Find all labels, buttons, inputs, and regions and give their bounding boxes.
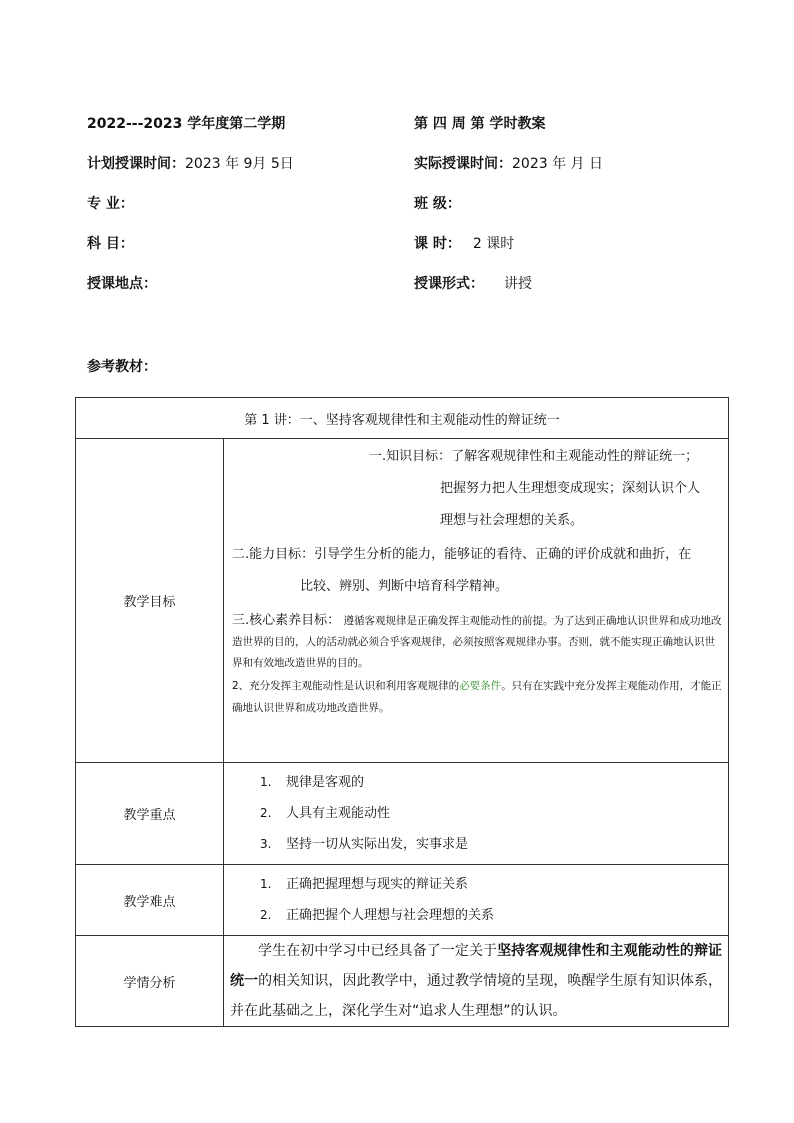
- difficulties-list: [224, 865, 728, 935]
- knowledge-goal-line-2: 把握努力把人生理想变成现实；深刻认识个人: [440, 481, 701, 496]
- list-item-text: 坚持一切从实际出发，实事求是: [286, 837, 469, 852]
- header-row-term: [0, 113, 794, 139]
- key-points-label: 教学重点: [76, 763, 224, 865]
- list-item-number: 1.: [260, 775, 272, 789]
- header-row-major: [0, 193, 794, 219]
- major-label: 专 业：: [87, 196, 134, 212]
- actual-time-value: 2023 年 月 日: [512, 156, 603, 172]
- list-item-number: 1.: [260, 877, 272, 891]
- subject-label: 科 目：: [87, 236, 134, 252]
- list-item: [224, 869, 728, 900]
- lecture-title: 第 1 讲：一、坚持客观规律性和主观能动性的辩证统一: [76, 398, 729, 439]
- key-points-cell: [224, 763, 729, 865]
- analysis-cell: [224, 936, 729, 1027]
- point2-text-a: 2、充分发挥主观能动性是认识和利用客观规律的: [232, 680, 460, 692]
- list-item: [224, 900, 728, 931]
- knowledge-goal-line-1: 一.知识目标：了解客观规律性和主观能动性的辩证统一；: [369, 449, 699, 464]
- list-item: [224, 798, 728, 829]
- key-points-list: [224, 763, 728, 864]
- form-label: 授课形式：: [414, 276, 484, 292]
- core-goal-text: 遵循客观规律是正确发挥主观能动性的前提。为了达到正确地认识世界和成功地改造世界的目的，人的活动就必须合乎客观规律，必须按照客观规律办事。否则，就不能实现正确地认识世界和有效地改造世界的目的。: [232, 615, 722, 669]
- core-goal-point-2: [232, 675, 724, 719]
- list-item-text: 人具有主观能动性: [286, 806, 391, 821]
- list-item-text: 规律是客观的: [286, 775, 365, 790]
- list-item: [224, 767, 728, 798]
- difficulties-label: 教学难点: [76, 865, 224, 936]
- analysis-text-a: 学生在初中学习中已经具备了一定关于: [258, 943, 498, 959]
- term-text: 2022---2023 学年度第二学期: [87, 116, 286, 132]
- plan-time: [87, 153, 294, 173]
- plan-time-label: 计划授课时间：: [87, 156, 185, 172]
- location-label: 授课地点：: [87, 276, 157, 292]
- ability-goal-line-1: 二.能力目标：引导学生分析的能力，能够证的看待、正确的评价成就和曲折，在: [232, 547, 692, 562]
- analysis-label: 学情分析: [76, 936, 224, 1027]
- objectives-content: [224, 439, 728, 762]
- objectives-cell: [224, 439, 729, 763]
- list-item-number: 2.: [260, 806, 272, 820]
- table-row-key-points: [76, 763, 729, 865]
- actual-time: [414, 153, 603, 173]
- hours-label: 课 时：: [414, 236, 461, 252]
- form: [414, 273, 532, 293]
- table-row-title: [76, 398, 729, 439]
- actual-time-label: 实际授课时间：: [414, 156, 512, 172]
- list-item-number: 2.: [260, 908, 272, 922]
- point2-text-b: 。只有在实践中充分发挥主观能动作用，才能正确地认识世界和成功地改造世界。: [232, 680, 722, 714]
- objectives-label: 教学目标: [76, 439, 224, 763]
- knowledge-goal-line-3: 理想与社会理想的关系。: [440, 513, 584, 528]
- point2-highlight: 必要条件: [459, 680, 502, 692]
- plan-time-value: 2023 年 9月 5日: [185, 156, 294, 172]
- header-row-location: [0, 273, 794, 299]
- analysis-text-bold: 坚持客观规律性和主观能动性的辩证统一: [230, 943, 723, 989]
- hours: [414, 233, 514, 253]
- header-row-time: [0, 153, 794, 179]
- list-item-text: 正确把握理想与现实的辩证关系: [286, 877, 469, 892]
- header-row-subject: [0, 233, 794, 259]
- lesson-plan-table: [75, 397, 729, 1027]
- analysis-text-b: 的相关知识，因此教学中，通过教学情境的呈现，唤醒学生原有知识体系，并在此基础之上，深化学生对“追求人生理想”的认识。: [230, 973, 723, 1019]
- table-row-difficulties: [76, 865, 729, 936]
- difficulties-cell: [224, 865, 729, 936]
- class-label: 班 级：: [414, 196, 461, 212]
- list-item-text: 正确把握个人理想与社会理想的关系: [286, 908, 495, 923]
- analysis-text: [224, 936, 728, 1026]
- table-row-analysis: [76, 936, 729, 1027]
- hours-value: 2 课时: [472, 236, 515, 252]
- table-row-objectives: [76, 439, 729, 763]
- reference-label: 参考教材：: [87, 359, 157, 375]
- week-label: 第 四 周 第 学时教案: [414, 116, 546, 132]
- list-item: [224, 829, 728, 860]
- list-item-number: 3.: [260, 837, 272, 851]
- core-goal: [232, 610, 724, 674]
- form-value: 讲授: [504, 276, 532, 292]
- core-goal-heading: 三.核心素养目标：: [232, 613, 341, 628]
- ability-goal-line-2: 比较、辨别、判断中培育科学精神。: [300, 579, 509, 594]
